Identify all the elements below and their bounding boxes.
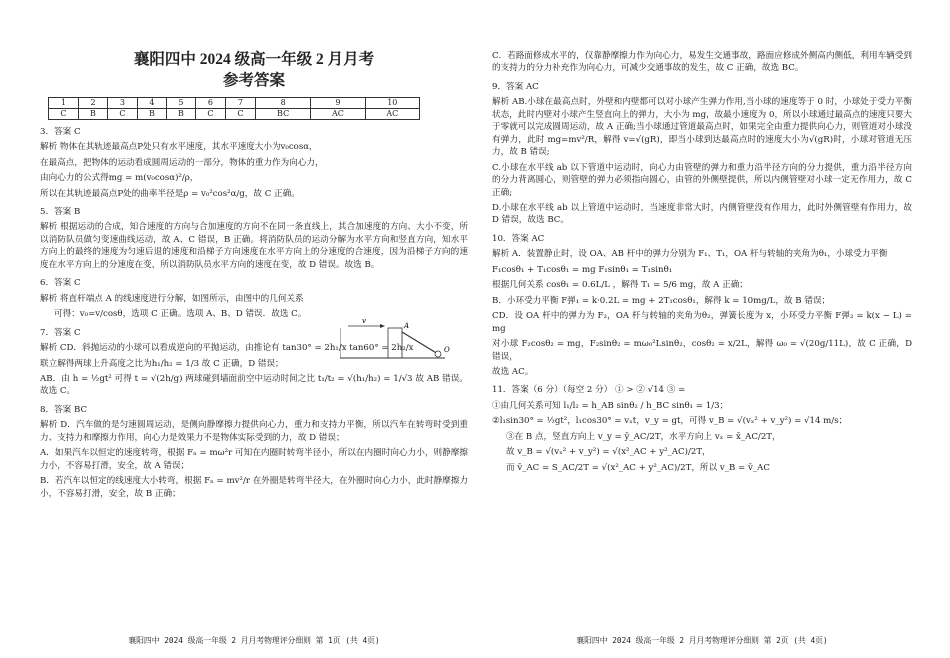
q8-answer: 8．答案 BC	[40, 404, 88, 415]
page-footer: 襄阳四中 2024 级高一年级 2 月月考物理评分细则 第 2页 (共 4页)	[576, 635, 828, 645]
table-cell: C	[107, 108, 137, 119]
q10-analysis-6: 对小球 F₂cosθ₂ = mg，F₂sinθ₂ = mω₀²Lsinθ₂，cosθ₂ = x/2L，解得 ω₀ = √(20g/11L)，故 C 正确，D 错误，	[492, 339, 912, 362]
table-cell: 3	[107, 97, 137, 108]
exam-title: 襄阳四中 2024 级高一年级 2 月月考	[133, 51, 375, 68]
q7-answer: 7．答案 C	[40, 327, 81, 338]
q7-analysis-2: 联立解得两球上升高度之比为h₁/h₂ = 1/3 故 C 正确，D 错误；	[40, 358, 284, 369]
table-cell: 8	[255, 97, 310, 108]
q6-analysis-2: 可得：v₀=v/cosθ，选项 C 正确。选项 A、B、D 错误．故选 C。	[54, 309, 307, 320]
q11-part-3-conclusion: 而 v̄_AC = S_AC/2T = √(x²_AC + y²_AC)/2T，所以 v_B = v̄_AC	[506, 462, 770, 473]
answer-table	[48, 97, 420, 120]
q3-analysis-2: 在最高点，把物体的运动看成圆周运动的一部分，物体的重力作为向心力，	[40, 157, 324, 168]
q3-answer: 3．答案 C	[40, 126, 81, 137]
q3-formula-1: 由向心力的公式得mg = m(v₀cosα)²/ρ，	[40, 173, 199, 184]
q8-analysis-d: 解析 D．汽车做的是匀速圆周运动，是侧向静摩擦力提供向心力，重力和支持力平衡，所以汽车在转弯时受到重力、支持力和摩擦力作用，向心力是效果力不是物体实际受到的力，故 D 错误；	[40, 420, 468, 443]
q3-analysis-1: 解析 物体在其轨迹最高点P处只有水平速度，其水平速度大小为v₀cosα，	[40, 142, 318, 153]
q9-answer: 9．答案 AC	[492, 81, 539, 92]
q6-answer: 6．答案 C	[40, 278, 81, 289]
answer-key-title: 参考答案	[222, 72, 285, 90]
q11-part-3: ③在 B 点，竖直方向上 v_y = ȳ_AC/2T，水平方向上 vₓ = x̄_AC/2T，	[506, 431, 781, 442]
q9-analysis-ab: 解析 AB.小球在最高点时，外壁和内壁都可以对小球产生弹力作用,当小球的速度等于 0 时，小球处于受力平衡状态，此时内壁对小球产生竖直向上的弹力，大小为 mg，故最小速度为 0，所以小球通过最高点的速度只要大于零就可以完成圆周运动，故 A 正确;当小球通过管道最高点时，如果完全由重力提供向心力，则管道对小球没有弹力，此时 mg=mv²/R，解得 v=√(gR)，即当小球到达最高点时的速度大小为√(gR)时，小球对管道无压力，故 B 错误;	[492, 97, 912, 158]
fig-label: v	[362, 318, 366, 325]
table-cell: 5	[166, 97, 195, 108]
table-cell: C	[195, 108, 225, 119]
table-cell: B	[137, 108, 166, 119]
table-cell: 1	[49, 97, 79, 108]
table-cell: 10	[365, 97, 419, 108]
table-cell: B	[166, 108, 195, 119]
q9-analysis-c: C.小球在水平线 ab 以下管道中运动时，向心力由管壁的弹力和重力沿半径方向的分力提供，重力沿半径方向的分力背离圆心，则管壁的弹力必须指向圆心，由管的外侧壁提供，所以内侧管壁对小球一定无作用力，故 C 正确;	[492, 162, 912, 198]
q7-analysis-3: AB．由 h = ½gt² 可得 t = √(2h/g) 两球碰到墙面前空中运动时间之比 t₁/t₂ = √(h₁/h₂) = 1/√3 故 AB 错误。故选 C。	[40, 374, 468, 397]
table-cell: B	[78, 108, 107, 119]
q10-analysis-5: CD．设 OA 杆中的弹力为 F₂，OA 杆与转轴的夹角为θ₂，弹簧长度为 x，小环受力平衡 F弹₂ = k(x − L) = mg	[492, 311, 912, 334]
table-cell: C	[225, 108, 255, 119]
table-cell: C	[49, 108, 79, 119]
q3-formula-2: 所以在其轨迹最高点P处的曲率半径是ρ = v₀²cos²α/g，故 C 正确。	[40, 188, 300, 199]
right-page	[492, 0, 912, 658]
fig-label: A	[404, 322, 410, 330]
answer-table-answer-row	[49, 108, 420, 119]
q10-analysis-7: 故选 AC。	[492, 366, 534, 377]
q10-analysis-3: 根据几何关系 cosθ₁ = 0.6L/L ，解得 T₁ = 5/6 mg，故 A 正确；	[492, 280, 748, 291]
fig-label: O	[444, 346, 450, 354]
table-cell: AC	[365, 108, 419, 119]
q9-analysis-d: D.小球在水平线 ab 以上管道中运动时，当速度非常大时，内侧管壁没有作用力，此时外侧管壁有作用力，故 D 错误，故选 BC。	[492, 202, 912, 226]
q10-answer: 10．答案 AC	[492, 233, 545, 244]
q8-analysis-a: A．如果汽车以恒定的速度转弯，根据 Fₙ = mω²r 可知在内圈时转弯半径小，所以在内圈时向心力小，则静摩擦力小，不容易打滑，安全，故 A 错误；	[40, 448, 468, 471]
q10-analysis-2: F₁cosθ₁ + T₁cosθ₁ = mg F₁sinθ₁ = T₁sinθ₁	[492, 264, 673, 275]
table-cell: 2	[78, 97, 107, 108]
q8-analysis-b: B．若汽车以恒定的线速度大小转弯，根据 Fₙ = mv²/r 在外圈是转弯半径大，在外圈时向心力小，此时静摩擦力小，不容易打滑，安全，故 B 正确；	[40, 476, 468, 499]
q5-answer: 5．答案 B	[40, 207, 81, 218]
q10-analysis-1: 解析 A．装置静止时，设 OA、AB 杆中的弹力分别为 F₁、T₁，OA 杆与转轴的夹角为θ₁，小球受力平衡	[492, 249, 888, 260]
table-cell: AC	[311, 108, 365, 119]
table-cell: 6	[195, 97, 225, 108]
left-page	[40, 0, 468, 658]
table-cell: BC	[255, 108, 310, 119]
q5-analysis: 解析 根据运动的合成，知合速度的方向与合加速度的方向不在同一条直线上，其合加速度的方向、大小不变，所以消防队员做匀变速曲线运动，故 A、C 错误，B 正确。将消防队员的运动分解为水平方向和竖直方向，知水平方向上的最终的速度为匀速后退的速度和沿梯子方向速度在水平方向上的分速度的合速度，因为沿梯子方向的速度在水平方向上的分速度在变，所以消防队员水平方向的速度在变，故 D 错误。故选 B。	[40, 222, 468, 270]
table-cell: 9	[311, 97, 365, 108]
table-cell: 7	[225, 97, 255, 108]
rod-velocity-diagram	[340, 318, 455, 368]
q10-analysis-4: B．小环受力平衡 F弹₁ = k·0.2L = mg + 2T₁cosθ₁，解得 k = 10mg/L，故 B 错误；	[492, 295, 831, 306]
q11-part-1: ①由几何关系可知 l₁/l₂ = h_AB sinθ₂ / h_BC sinθ₁ = 1/3；	[492, 400, 729, 411]
q7-analysis-1: 解析 CD．斜抛运动的小球可以看成逆向的平抛运动，由推论有 tan30° = 2h₁/x tan60° = 2h₂/x	[40, 343, 414, 354]
page-footer: 襄阳四中 2024 级高一年级 2 月月考物理评分细则 第 1页 (共 4页)	[128, 635, 380, 645]
q11-part-3-result: 故 v_B = √(vₓ² + v_y²) = √(x²_AC + y²_AC)/2T，	[506, 447, 711, 458]
q8-analysis-c: C．若路面修成水平的，仅靠静摩擦力作为向心力，易发生交通事故，路面应修成外侧高内侧低，利用车辆受到的支持力的分力补充作为向心力，可减少交通事故的发生，故 C 正确，故选 BC。	[492, 51, 912, 74]
answer-table-number-row	[49, 97, 420, 108]
q6-analysis-1: 解析 将直杆端点 A 的线速度进行分解，如图所示，由图中的几何关系	[40, 293, 304, 304]
q11-part-2: ②l₁sin30° = ½gt²，l₁cos30° = vₓt，v_y = gt，可得 v_B = √(vₓ² + v_y²) = √14 m/s；	[492, 416, 848, 427]
q11-answer: 11．答案（6 分）（每空 2 分） ① > ② √14 ③ =	[492, 385, 686, 396]
table-cell: 4	[137, 97, 166, 108]
